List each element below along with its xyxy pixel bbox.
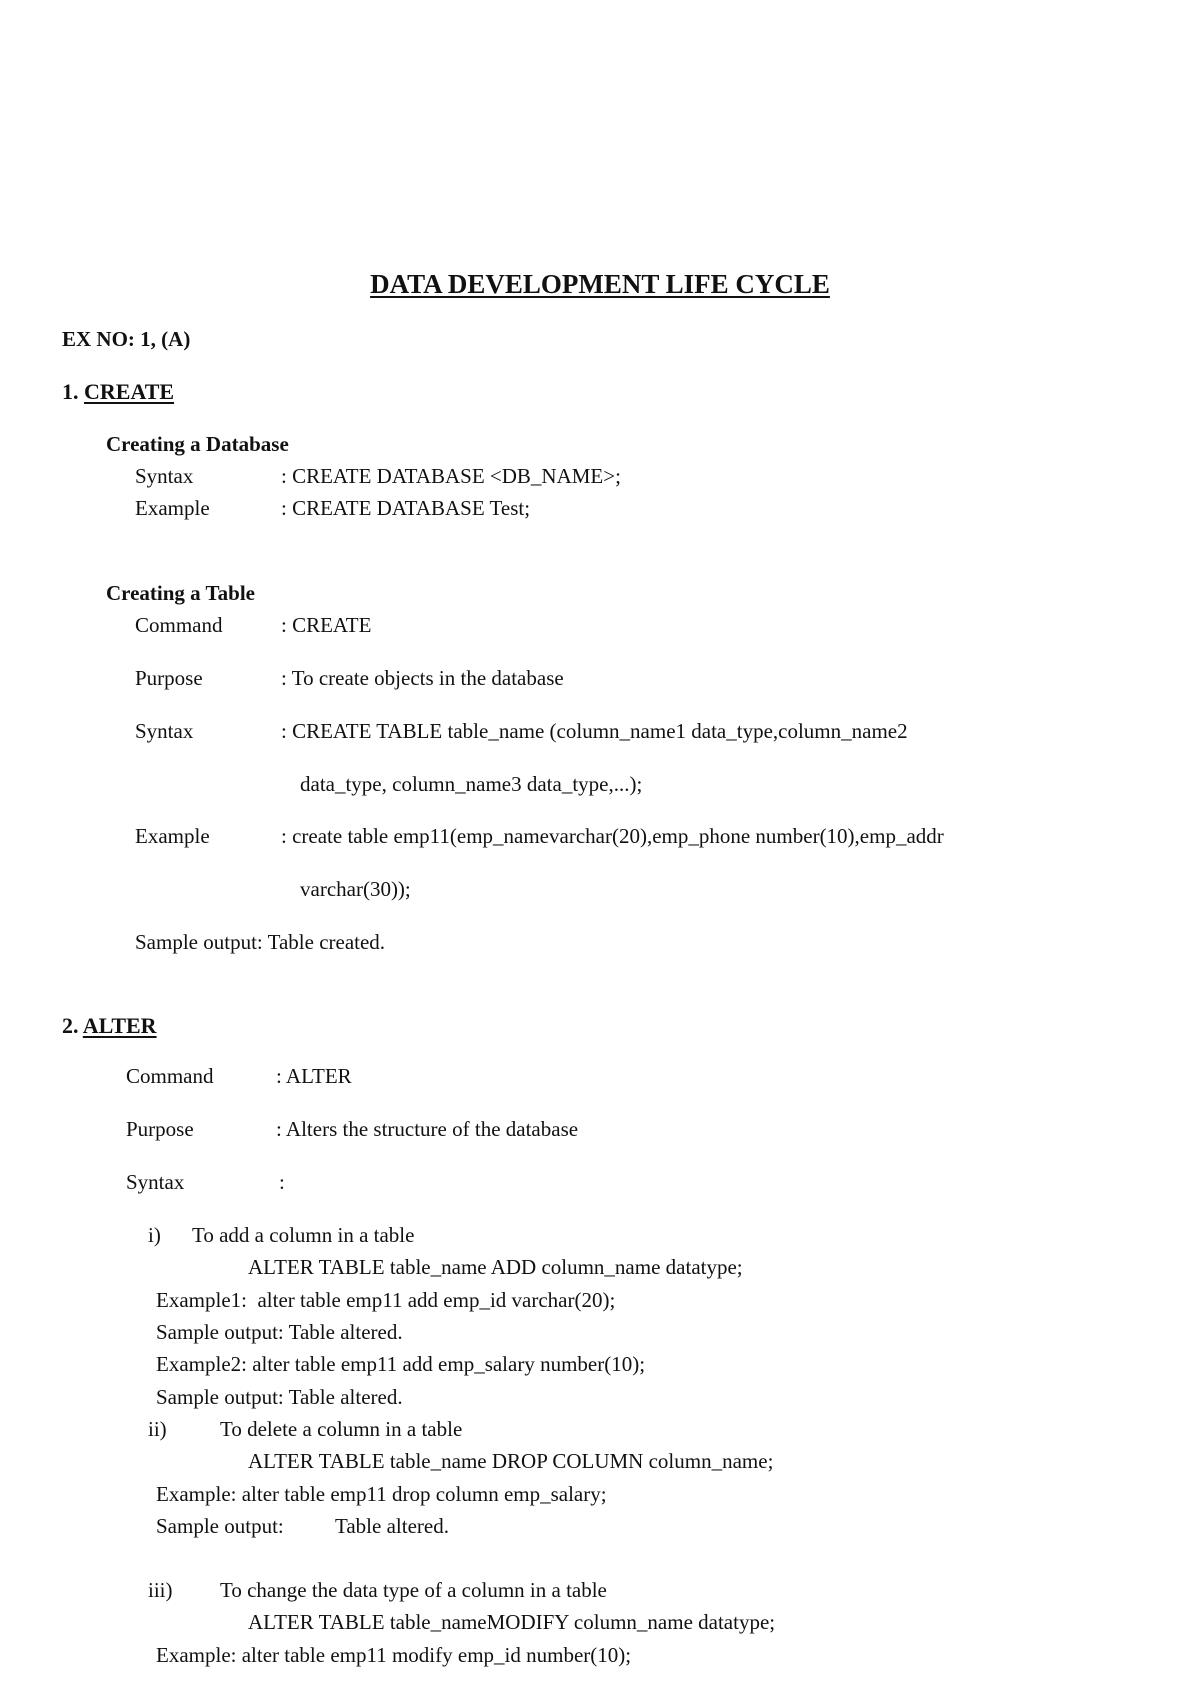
add-column-text: To add a column in a table	[192, 1223, 415, 1247]
exercise-number: EX NO: 1, (A)	[62, 327, 191, 351]
alter-purpose-value: : Alters the structure of the database	[276, 1117, 579, 1141]
drop-column-text: To delete a column in a table	[220, 1417, 463, 1441]
table-example-value-line1: : create table emp11(emp_namevarchar(20),emp_phone number(10),emp_addr	[281, 824, 944, 848]
add-column-example2: Example2: alter table emp11 add emp_salary number(10);	[156, 1352, 646, 1376]
drop-column-output-label: Sample output:	[156, 1514, 284, 1538]
table-example-value-line2: varchar(30));	[300, 877, 411, 901]
table-syntax-label: Syntax	[135, 719, 194, 743]
table-command-label: Command	[135, 613, 223, 637]
alter-command-label: Command	[126, 1064, 214, 1088]
section-alter-heading	[62, 1015, 157, 1037]
list-marker-iii: iii)	[148, 1578, 173, 1602]
table-command-value: : CREATE	[281, 613, 372, 637]
table-purpose-label: Purpose	[135, 666, 203, 690]
table-syntax-value-line2: data_type, column_name3 data_type,...);	[300, 772, 643, 796]
table-syntax-value-line1: : CREATE TABLE table_name (column_name1 data_type,column_name2	[281, 719, 908, 743]
add-column-output1: Sample output: Table altered.	[156, 1320, 403, 1344]
section-title: ALTER	[82, 1013, 157, 1038]
section-number: 2.	[62, 1013, 83, 1038]
drop-column-statement: ALTER TABLE table_name DROP COLUMN column_name;	[248, 1449, 774, 1473]
list-marker-ii: ii)	[148, 1417, 167, 1441]
modify-column-text: To change the data type of a column in a table	[220, 1578, 607, 1602]
alter-purpose-label: Purpose	[126, 1117, 194, 1141]
subheading-creating-database: Creating a Database	[106, 432, 289, 456]
drop-column-output-value: Table altered.	[335, 1514, 449, 1538]
db-example-label: Example	[135, 496, 210, 520]
modify-column-statement: ALTER TABLE table_nameMODIFY column_name datatype;	[248, 1610, 776, 1634]
section-create-heading	[62, 381, 174, 403]
subheading-creating-table: Creating a Table	[106, 581, 255, 605]
alter-syntax-value: :	[279, 1170, 285, 1194]
db-syntax-label: Syntax	[135, 464, 194, 488]
db-syntax-value: : CREATE DATABASE <DB_NAME>;	[281, 464, 621, 488]
alter-syntax-label: Syntax	[126, 1170, 185, 1194]
db-example-value: : CREATE DATABASE Test;	[281, 496, 531, 520]
table-sample-output: Sample output: Table created.	[135, 930, 386, 954]
add-column-statement: ALTER TABLE table_name ADD column_name datatype;	[248, 1255, 743, 1279]
add-column-output2: Sample output: Table altered.	[156, 1385, 403, 1409]
section-number: 1.	[62, 379, 84, 404]
page-title: DATA DEVELOPMENT LIFE CYCLE	[370, 269, 830, 299]
alter-command-value: : ALTER	[276, 1064, 352, 1088]
drop-column-example: Example: alter table emp11 drop column emp_salary;	[156, 1482, 607, 1506]
list-marker-i: i)	[148, 1223, 161, 1247]
table-example-label: Example	[135, 824, 210, 848]
add-column-example1: Example1: alter table emp11 add emp_id varchar(20);	[156, 1288, 616, 1312]
table-purpose-value: : To create objects in the database	[281, 666, 564, 690]
section-title: CREATE	[84, 379, 175, 404]
modify-column-example: Example: alter table emp11 modify emp_id number(10);	[156, 1643, 632, 1667]
